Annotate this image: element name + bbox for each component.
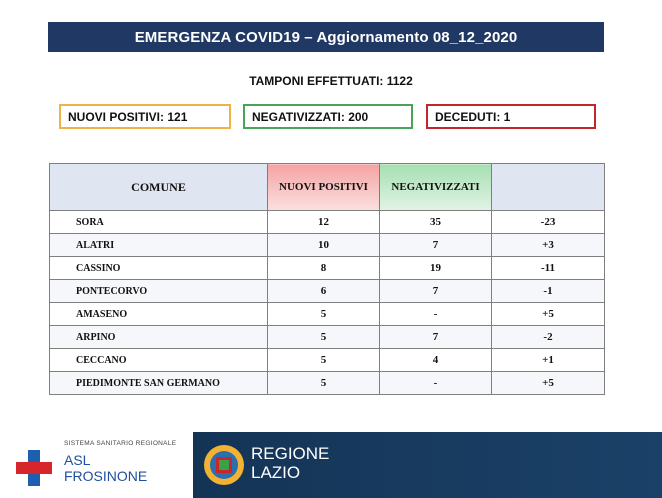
table-row [50, 326, 605, 349]
cell-differenza: +5 [492, 372, 605, 395]
cell-comune: SORA [50, 211, 268, 234]
cell-negativizzati: 7 [380, 234, 492, 257]
regione-lazio-footer [193, 432, 662, 498]
cell-positivi: 5 [268, 372, 380, 395]
table-row [50, 303, 605, 326]
cell-comune: PIEDIMONTE SAN GERMANO [50, 372, 268, 395]
sistema-sanitario-label: SISTEMA SANITARIO REGIONALE [64, 440, 177, 447]
cell-comune: ARPINO [50, 326, 268, 349]
table-row [50, 349, 605, 372]
cell-positivi: 6 [268, 280, 380, 303]
page-title: EMERGENZA COVID19 – Aggiornamento 08_12_2020 [48, 22, 604, 52]
cell-comune: CASSINO [50, 257, 268, 280]
cell-positivi: 5 [268, 349, 380, 372]
header-nuovi-positivi: NUOVI POSITIVI [268, 164, 380, 211]
table-row [50, 280, 605, 303]
cell-differenza: -23 [492, 211, 605, 234]
asl-frosinone-footer [0, 432, 192, 498]
cell-negativizzati: 7 [380, 280, 492, 303]
cell-differenza: +3 [492, 234, 605, 257]
header-negativizzati: NEGATIVIZZATI [380, 164, 492, 211]
cell-differenza: -2 [492, 326, 605, 349]
cell-negativizzati: 35 [380, 211, 492, 234]
cell-positivi: 8 [268, 257, 380, 280]
cell-differenza: -1 [492, 280, 605, 303]
cell-positivi: 5 [268, 326, 380, 349]
red-cross-logo-icon [16, 450, 52, 486]
cell-differenza: +1 [492, 349, 605, 372]
cell-comune: AMASENO [50, 303, 268, 326]
cell-negativizzati: 7 [380, 326, 492, 349]
cell-comune: PONTECORVO [50, 280, 268, 303]
header-comune: COMUNE [50, 164, 268, 211]
table-row [50, 372, 605, 395]
cell-differenza: +5 [492, 303, 605, 326]
negativizzati-label: NEGATIVIZZATI: 200 [252, 109, 369, 124]
regione-line-2: LAZIO [251, 463, 301, 482]
cell-negativizzati: - [380, 372, 492, 395]
tamponi-count: TAMPONI EFFETTUATI: 1122 [249, 74, 413, 88]
asl-line-1: ASL [64, 452, 91, 468]
asl-name [64, 452, 147, 484]
cell-comune: CECCANO [50, 349, 268, 372]
cell-negativizzati: 4 [380, 349, 492, 372]
cell-negativizzati: - [380, 303, 492, 326]
cell-differenza: -11 [492, 257, 605, 280]
cell-comune: ALATRI [50, 234, 268, 257]
deceduti-box [426, 104, 596, 129]
regione-lazio-label [251, 444, 329, 482]
table-row [50, 211, 605, 234]
cell-positivi: 10 [268, 234, 380, 257]
table-row [50, 234, 605, 257]
regione-lazio-emblem-icon [203, 444, 245, 486]
cell-positivi: 5 [268, 303, 380, 326]
table-header-row [50, 164, 605, 211]
comuni-table [49, 163, 605, 395]
asl-line-2: FROSINONE [64, 468, 148, 484]
nuovi-positivi-label: NUOVI POSITIVI: 121 [68, 109, 188, 124]
deceduti-label: DECEDUTI: 1 [435, 109, 511, 124]
negativizzati-box [243, 104, 413, 129]
header-differenza [492, 164, 605, 211]
cell-negativizzati: 19 [380, 257, 492, 280]
regione-line-1: REGIONE [251, 444, 330, 463]
nuovi-positivi-box [59, 104, 231, 129]
table-row [50, 257, 605, 280]
cell-positivi: 12 [268, 211, 380, 234]
